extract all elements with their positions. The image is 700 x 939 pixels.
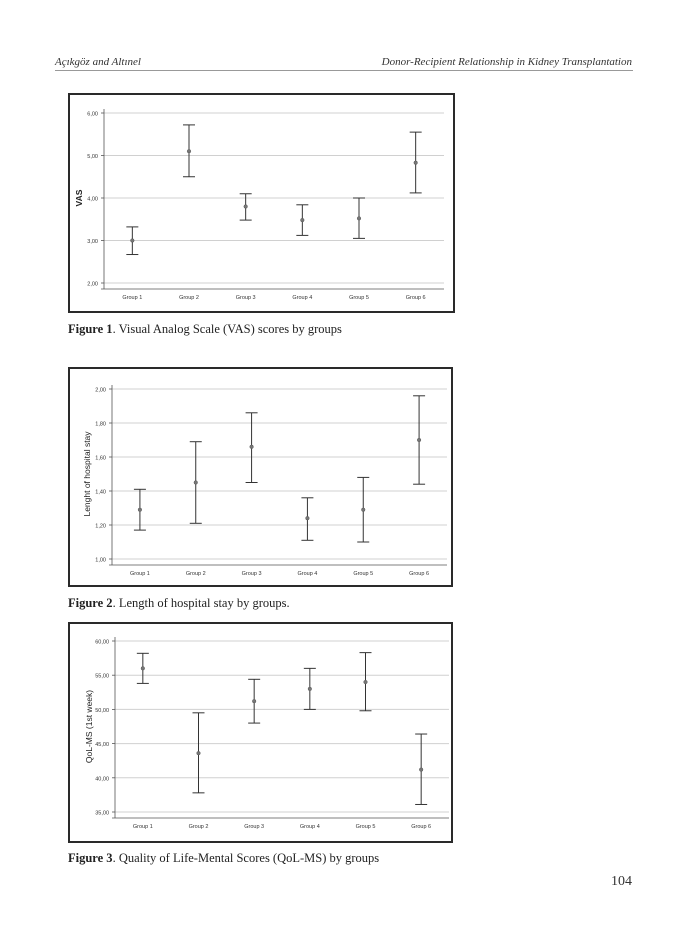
x-tick-label: Group 6 (405, 295, 426, 301)
mean-point (419, 768, 423, 772)
y-tick-label: 5,00 (87, 154, 98, 160)
figure-2-chart (70, 369, 451, 585)
x-tick-label: Group 4 (299, 824, 320, 830)
mean-point (301, 218, 305, 222)
x-tick-label: Group 6 (409, 571, 430, 577)
mean-point (244, 205, 248, 209)
mean-point (194, 481, 198, 485)
y-axis-label: QoL-MS (1st week) (84, 689, 94, 764)
figure-2-label: Figure 2 (68, 596, 113, 610)
y-tick-label: 1,40 (95, 489, 106, 496)
y-tick-label: 55,00 (95, 673, 109, 680)
page-number: 104 (611, 874, 632, 889)
mean-point (308, 687, 312, 691)
y-tick-label: 60,00 (95, 639, 109, 646)
y-tick-label: 1,00 (95, 557, 106, 564)
y-tick-label: 4,00 (87, 196, 98, 203)
y-tick-label: 6,00 (87, 111, 98, 118)
mean-point (361, 508, 365, 512)
x-tick-label: Group 2 (188, 824, 209, 830)
figure-1-frame (68, 93, 455, 313)
mean-point (197, 751, 201, 755)
mean-point (187, 149, 191, 153)
x-tick-label: Group 1 (132, 824, 153, 830)
y-tick-label: 2,00 (87, 281, 98, 288)
x-tick-label: Group 3 (241, 571, 262, 577)
y-tick-label: 3,00 (87, 239, 98, 245)
mean-point (357, 217, 361, 221)
header-divider (55, 70, 633, 71)
x-tick-label: Group 1 (122, 295, 143, 301)
mean-point (417, 438, 421, 442)
running-header-authors: Açıkgöz and Altınel (55, 56, 141, 68)
y-tick-label: 35,00 (95, 810, 109, 817)
mean-point (131, 239, 135, 243)
figure-2-caption (68, 596, 290, 611)
figure-3-caption-text: . Quality of Life-Mental Scores (QoL-MS) by groups (112, 851, 380, 865)
figure-3-frame (68, 622, 453, 843)
figure-1-caption-text: . Visual Analog Scale (VAS) scores by groups (112, 322, 342, 336)
x-tick-label: Group 5 (355, 824, 376, 830)
figure-1-caption (68, 322, 342, 337)
x-tick-label: Group 2 (179, 295, 199, 301)
x-tick-label: Group 4 (297, 571, 318, 577)
mean-point (252, 699, 256, 703)
x-tick-label: Group 3 (244, 824, 265, 830)
y-tick-label: 40,00 (95, 776, 109, 783)
mean-point (306, 516, 310, 520)
y-tick-label: 2,00 (95, 387, 106, 394)
mean-point (141, 667, 145, 671)
y-axis-label: VAS (74, 189, 84, 207)
y-tick-label: 45,00 (95, 742, 109, 749)
y-tick-label: 50,00 (95, 707, 109, 714)
running-header-title: Donor-Recipient Relationship in Kidney Transplantation (381, 56, 632, 68)
x-tick-label: Group 5 (349, 295, 369, 301)
mean-point (250, 445, 254, 449)
figure-1-chart (70, 95, 453, 311)
y-tick-label: 1,20 (95, 523, 106, 530)
y-tick-label: 1,80 (95, 421, 106, 428)
figure-2-frame (68, 367, 453, 587)
x-tick-label: Group 6 (411, 824, 432, 830)
y-tick-label: 1,60 (95, 455, 106, 462)
mean-point (138, 508, 142, 512)
figure-3-label: Figure 3 (68, 851, 113, 865)
figure-3-caption (68, 851, 379, 866)
mean-point (414, 161, 418, 165)
x-tick-label: Group 5 (353, 571, 374, 577)
figure-1-label: Figure 1 (68, 322, 113, 336)
figure-3-chart (70, 624, 451, 841)
x-tick-label: Group 3 (235, 295, 256, 301)
x-tick-label: Group 1 (129, 571, 150, 577)
mean-point (364, 680, 368, 684)
y-axis-label: Lenght of hospital stay (82, 431, 92, 517)
x-tick-label: Group 2 (185, 571, 206, 577)
figure-2-caption-text: . Length of hospital stay by groups. (112, 596, 290, 610)
x-tick-label: Group 4 (292, 295, 313, 301)
